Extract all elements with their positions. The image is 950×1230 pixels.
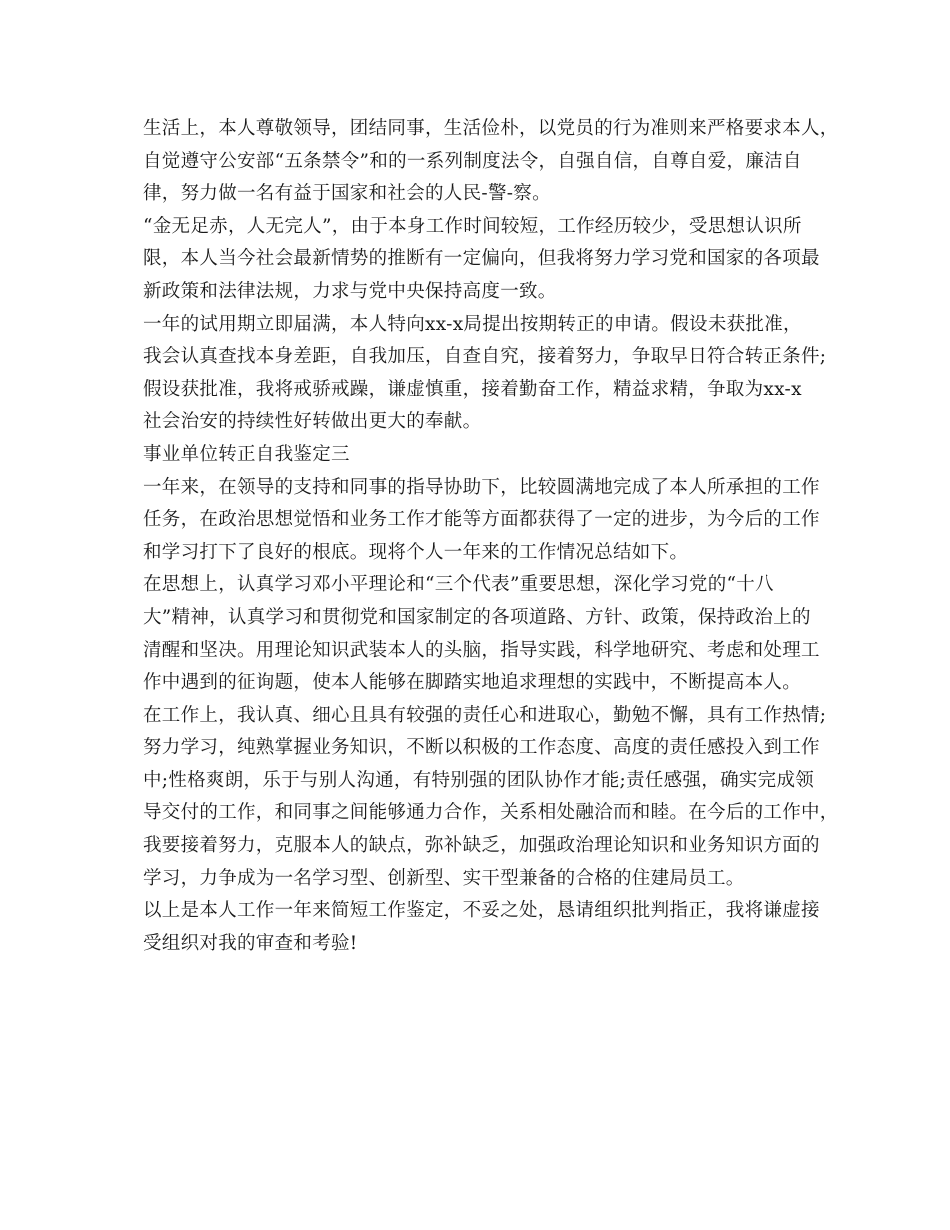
text-line: 努力学习，纯熟掌握业务知识，不断以积极的工作态度、高度的责任感投入到工作 [143, 737, 820, 759]
text-line: 假设获批准，我将戒骄戒躁，谦虚慎重，接着勤奋工作，精益求精，争取为xx-x [143, 378, 802, 400]
text-line: 自觉遵守公安部“五条禁令”和的一系列制度法令，自强自信，自尊自爱，廉洁自 [143, 150, 802, 172]
text-line: 和学习打下了良好的根底。现将个人一年来的工作情况总结如下。 [143, 541, 689, 563]
text-line: 中;性格爽朗，乐于与别人沟通，有特别强的团队协作才能;责任感强，确实完成领 [143, 769, 815, 791]
text-line: 我会认真查找本身差距，自我加压，自查自究，接着努力，争取早日符合转正条件; [143, 346, 827, 368]
text-line: 学习，力争成为一名学习型、创新型、实干型兼备的合格的住建局员工。 [143, 867, 745, 889]
text-line: 一年来，在领导的支持和同事的指导协助下，比较圆满地完成了本人所承担的工作 [143, 476, 820, 498]
text-line: 大”精神，认真学习和贯彻党和国家制定的各项道路、方针、政策，保持政治上的 [143, 606, 811, 628]
text-line: 任务，在政治思想觉悟和业务工作才能等方面都获得了一定的进步，为今后的工作 [143, 509, 820, 531]
text-line: 在思想上，认真学习邓小平理论和“三个代表”重要思想，深化学习党的“十八 [143, 574, 774, 596]
text-line: “金无足赤，人无完人”，由于本身工作时间较短，工作经历较少，受思想认识所 [143, 215, 802, 237]
text-line: 限，本人当今社会最新情势的推断有一定偏向，但我将努力学习党和国家的各项最 [143, 248, 820, 270]
text-line: 受组织对我的审查和考验! [143, 932, 358, 954]
text-line: 作中遇到的征询题，使本人能够在脚踏实地追求理想的实践中，不断提高本人。 [143, 672, 802, 694]
section-heading: 事业单位转正自我鉴定三 [143, 443, 350, 465]
document-body [143, 113, 839, 960]
text-line: 一年的试用期立即届满，本人特向xx-x局提出按期转正的申请。假设未获批准， [143, 313, 802, 335]
text-line: 我要接着努力，克服本人的缺点，弥补缺乏，加强政治理论知识和业务知识方面的 [143, 835, 820, 857]
text-line: 社会治安的持续性好转做出更大的奉献。 [143, 411, 482, 433]
text-line: 以上是本人工作一年来简短工作鉴定，不妥之处，恳请组织批判指正，我将谦虚接 [143, 900, 820, 922]
text-line: 在工作上，我认真、细心且具有较强的责任心和进取心，勤勉不懈，具有工作热情; [143, 704, 827, 726]
text-line: 律，努力做一名有益于国家和社会的人民-警-察。 [143, 183, 551, 205]
text-line: 新政策和法律法规，力求与党中央保持高度一致。 [143, 280, 557, 302]
text-line: 清醒和坚决。用理论知识武装本人的头脑，指导实践，科学地研究、考虑和处理工 [143, 639, 820, 661]
text-line: 导交付的工作，和同事之间能够通力合作，关系相处融洽而和睦。在今后的工作中， [143, 802, 839, 824]
text-line: 生活上，本人尊敬领导，团结同事，生活俭朴，以党员的行为准则来严格要求本人， [143, 118, 839, 139]
